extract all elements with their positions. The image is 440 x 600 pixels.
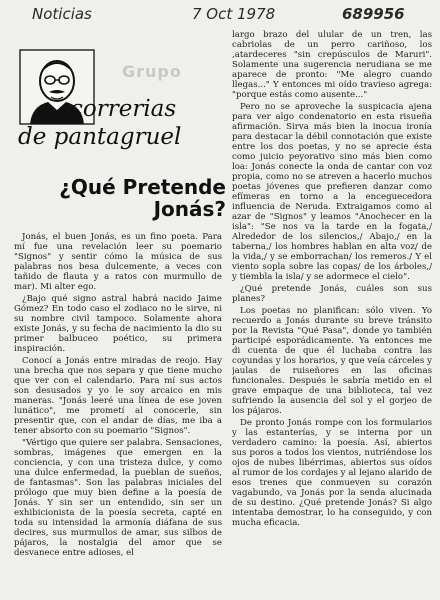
paragraph: Jonás, el buen Jonás, es un fino poeta. Para mí fue una revelación leer su poemario "Signos" y sentir cómo la música de sus palabras nos besa dulcemente, a veces con tañido de flauta y a ratos con murmullo de mar). Mi alter ego. bbox=[14, 232, 222, 292]
article-headline: ¿Qué Pretende Jonás? bbox=[59, 175, 226, 221]
handwritten-annotation bbox=[22, 1, 432, 27]
handwritten-source: Noticias bbox=[32, 5, 92, 23]
paragraph: "Vértigo que quiere ser palabra. Sensaciones, sombras, imágenes que emergen en la conciencia, y con una tristeza dulce, y como una dulce enfermedad, la pueblan de sueños, de fantasmas". Son las palabras iniciales del prólogo que muy bien define a la poesía de Jonás. Y sin ser un entendido, sin ser un exhibicionista de la poesía secreta, capté en toda su intensidad la armonía diáfana de sus decires, sus murmullos de amar, sus silbos de pájaros, la nostalgia del amor que se desvanece entre adioses, el bbox=[14, 438, 222, 558]
column-series-title-line2: de pantagruel bbox=[18, 124, 182, 150]
article-right-column bbox=[232, 30, 432, 596]
article-left-column bbox=[14, 232, 222, 596]
paragraph: ¿Qué pretende Jonás, cuáles son sus planes? bbox=[232, 284, 432, 304]
paragraph: Los poetas no planifican: sólo viven. Yo recuerdo a Jonás durante su breve tránsito por la Revista "Qué Pasa", donde yo también participé esporádicamente. Ya entonces me di cuenta de que él luchaba contra las coyundas y los horarios, y que veía cárceles y jaulas de ruiseñores en las oficinas funcionales. Después le sabría metido en el grave empaque de una biblioteca, tal vez sufriendo la ausencia del sol y el gorjeo de los pájaros. bbox=[232, 306, 432, 416]
paragraph: De pronto Jonás rompe con los formularios y las estanterías, y se interna por un verdadero camino: la poesía. Así, abiertos sus poros a todos los vientos, nutriéndose los ojos de nubes libérrimas, abiertos sus oídos al rumor de los cordajes y al lejano alarido de esos trenes que conmueven su corazón vagabundo, va Jonás por la senda alucinada de su destino. ¿Qué pretende Jonás? Si algo intentaba demostrar, lo ha conseguido, y con mucha eficacia. bbox=[232, 418, 432, 528]
paragraph: Conocí a Jonás entre miradas de reojo. Hay una brecha que nos separa y que tiene mucho que ver con el calendario. Para mí sus actos son desusados y yo le soy arcaico en mis maneras. "Jonás leeré una línea de ese joven lunático", me prometí al conocerle, sin presentir que, con el andar de días, me iba a tener absorto con su poemario "Signos". bbox=[14, 356, 222, 436]
handwritten-archive-number: 689956 bbox=[342, 5, 405, 23]
watermark-text: Grupo bbox=[122, 62, 182, 81]
paragraph: Pero no se aproveche la suspicacia ajena para ver algo condenatorio en esta risueña afirmación. Sirva más bien la inocua ironía para destacar la débil connotación que existe entre los dos poetas, y no se aprecie ésta como juicio peyorativo sino más bien como loa: Jonás conecte la onda de cantar con voz propia, como no se atreven a hacerlo muchos poetas jóvenes que prefieren danzar como efímeras en torno a la enceguecedora influencia de Neruda. Extraigamos como al azar de "Signos" y leamos "Anochecer en la isla": "Se nos va la tarde en la fogata,/ Alrededor de los silencios,/ Abajo,/ en la taberna,/ los hombres hablan en alta voz/ de la vida,/ y se emborrachan/ los remeros./ Y el viento sopla sobre las copas/ de los árboles,/ y tiembla la isla/ y se adormece el cielo". bbox=[232, 102, 432, 282]
paragraph: largo brazo del ulular de un tren, las cabriolas de un perro cariñoso, los ,atardeceres "sin crepúsculos de Maruri". Solamente una sugerencia nerudiana se me aparece de pronto: "Me alegro cuando llegas..." Y entonces mi oído travieso agrega: "porque estás como ausente..." bbox=[232, 30, 432, 100]
handwritten-date: 7 Oct 1978 bbox=[192, 5, 276, 23]
column-series-title-line1: correrias bbox=[70, 96, 177, 122]
paragraph: ¿Bajo qué signo astral habrá nacido Jaime Gómez? En todo caso el zodiaco no le sirve, ni su nombre civil tampoco. Solamente ahora existe Jonás, y su fecha de nacimiento la dio su primer balbuceo poético, su primera inspiración. bbox=[14, 294, 222, 354]
